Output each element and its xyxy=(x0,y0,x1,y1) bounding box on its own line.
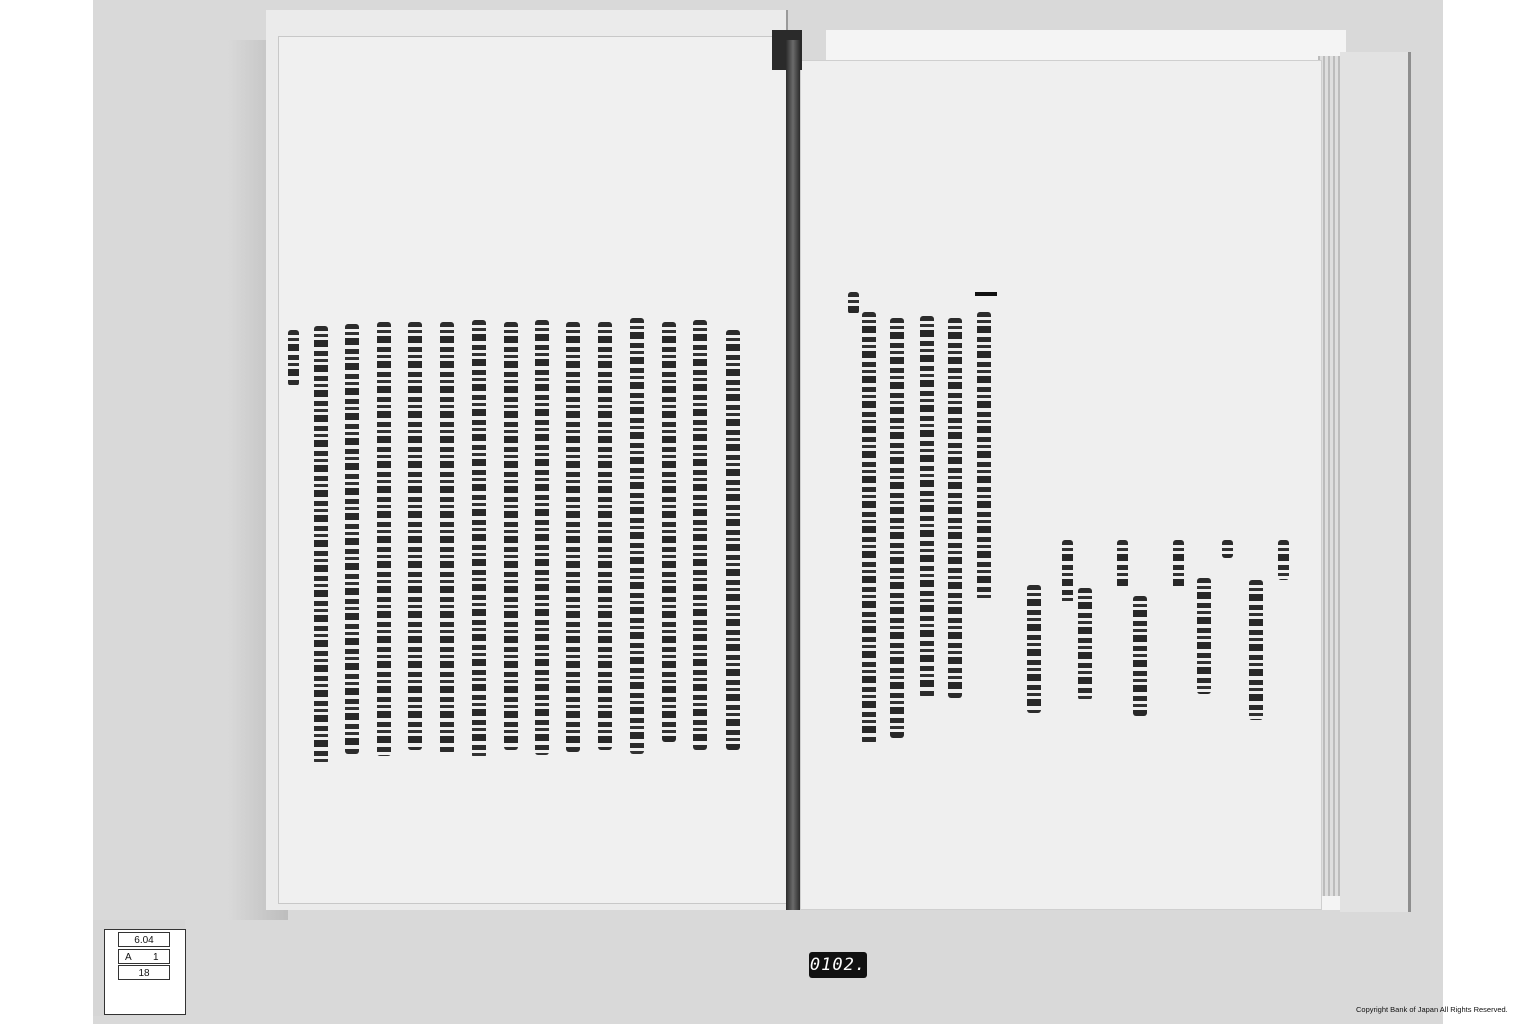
signature-column xyxy=(1062,540,1073,604)
heading-mark xyxy=(975,292,997,296)
handwriting-column xyxy=(693,320,707,750)
handwriting-column xyxy=(662,322,676,742)
book-gutter xyxy=(786,40,800,910)
frame-number: 0102. xyxy=(809,952,867,978)
signature-column xyxy=(1222,540,1233,558)
right-page xyxy=(800,60,1322,910)
signature-column xyxy=(1173,540,1184,590)
handwriting-column xyxy=(920,316,934,698)
handwriting-column xyxy=(504,322,518,750)
handwriting-column xyxy=(890,318,904,738)
handwriting-column xyxy=(472,320,486,758)
signature-column xyxy=(1278,540,1289,580)
handwriting-column xyxy=(598,322,612,750)
handwriting-column xyxy=(566,322,580,752)
catalog-code: 6.04 xyxy=(118,932,170,947)
handwriting-column xyxy=(408,322,422,750)
handwriting-column xyxy=(630,318,644,754)
handwriting-column xyxy=(977,312,991,600)
handwriting-column xyxy=(948,318,962,698)
handwriting-column xyxy=(345,324,359,754)
handwriting-column xyxy=(848,292,859,314)
handwriting-column xyxy=(377,322,391,756)
handwriting-column xyxy=(535,320,549,755)
catalog-series xyxy=(118,949,170,964)
copyright-notice: Copyright Bank of Japan All Rights Reserved. xyxy=(1356,1005,1508,1014)
book-cover-edge xyxy=(1340,52,1411,912)
signature-column xyxy=(1133,596,1147,716)
signature-column xyxy=(1197,578,1211,694)
handwriting-column xyxy=(288,330,299,386)
catalog-series-number: 1 xyxy=(153,952,159,963)
handwriting-column xyxy=(862,312,876,744)
signature-column xyxy=(1249,580,1263,720)
catalog-series-letter: A xyxy=(125,952,132,963)
signature-column xyxy=(1078,588,1092,700)
signature-column xyxy=(1027,585,1041,713)
handwriting-column xyxy=(440,322,454,754)
handwriting-column xyxy=(314,326,328,764)
handwriting-column xyxy=(726,330,740,750)
signature-column xyxy=(1117,540,1128,588)
catalog-volume: 18 xyxy=(118,965,170,980)
